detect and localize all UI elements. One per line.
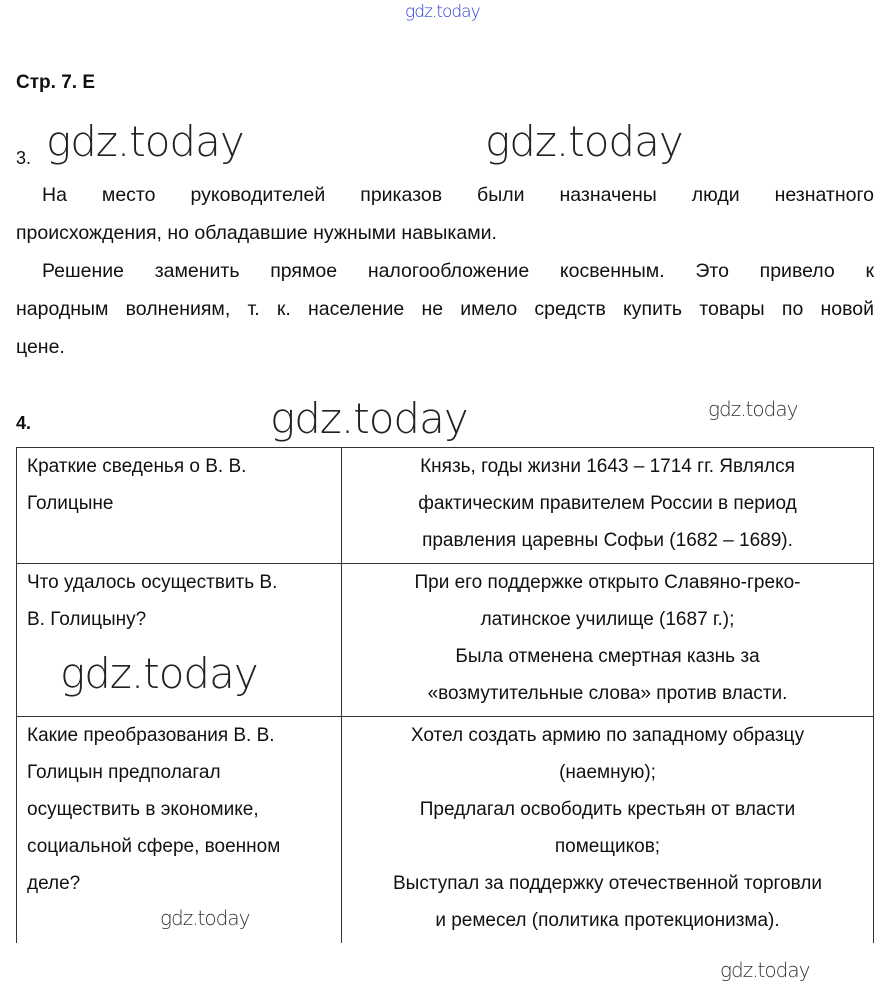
cell-line: Краткие сведенья о В. В. bbox=[27, 456, 247, 477]
answer-cell bbox=[342, 717, 874, 944]
watermark: gdz.today bbox=[160, 906, 250, 930]
text-line: народным волнениям, т. к. население не имело средств купить товары по новой bbox=[16, 298, 874, 320]
watermark: gdz.today bbox=[46, 117, 244, 166]
text-line: цене. bbox=[16, 336, 65, 358]
cell-line: осуществить в экономике, bbox=[27, 799, 259, 820]
cell-line: Выступал за поддержку отечественной торговли bbox=[393, 873, 822, 894]
cell-line: Была отменена смертная казнь за bbox=[455, 646, 760, 667]
cell-line: фактическим правителем России в период bbox=[418, 493, 797, 514]
task4-number: 4. bbox=[16, 413, 32, 433]
task3-paragraph-1 bbox=[16, 176, 874, 252]
cell-line: Голицыне bbox=[27, 493, 114, 514]
cell-line: Предлагал освободить крестьян от власти bbox=[419, 799, 796, 820]
table-row bbox=[17, 448, 874, 564]
cell-line: правления царевны Софьи (1682 – 1689). bbox=[422, 530, 793, 551]
cell-line: Голицын предполагал bbox=[27, 762, 221, 783]
cell-line: Хотел создать армию по западному образцу bbox=[410, 725, 805, 746]
cell-line: (наемную); bbox=[559, 762, 656, 783]
cell-line: деле? bbox=[27, 873, 81, 894]
watermark: gdz.today bbox=[708, 397, 798, 421]
cell-line: латинское училище (1687 г.); bbox=[480, 609, 735, 630]
cell-line: социальной сфере, военном bbox=[27, 836, 281, 857]
text-line: происхождения, но обладавшие нужными навыками. bbox=[16, 222, 497, 244]
page-heading: Стр. 7. Е bbox=[16, 72, 95, 93]
cell-line: Что удалось осуществить В. bbox=[27, 572, 278, 593]
cell-line: «возмутительные слова» против власти. bbox=[427, 683, 788, 704]
cell-line: помещиков; bbox=[554, 836, 661, 857]
table-row bbox=[17, 717, 874, 944]
cell-line: и ремесел (политика протекционизма). bbox=[435, 910, 780, 931]
cell-line: При его поддержке открыто Славяно-греко- bbox=[414, 572, 801, 593]
task3-paragraph-2 bbox=[16, 252, 874, 366]
cell-line: Князь, годы жизни 1643 – 1714 гг. Являлся bbox=[420, 456, 795, 477]
text-line: Решение заменить прямое налогообложение косвенным. Это привело к bbox=[42, 260, 874, 282]
cell-line: В. Голицыну? bbox=[27, 609, 147, 630]
watermark: gdz.today bbox=[720, 958, 810, 982]
watermark: gdz.today bbox=[60, 649, 258, 698]
answer-cell bbox=[342, 564, 874, 717]
cell-line: Какие преобразования В. В. bbox=[27, 725, 275, 746]
watermark-top: gdz.today bbox=[405, 2, 480, 22]
watermark: gdz.today bbox=[485, 117, 683, 166]
answer-cell bbox=[342, 448, 874, 564]
question-cell bbox=[17, 448, 342, 564]
text-line: На место руководителей приказов были назначены люди незнатного bbox=[42, 184, 874, 206]
watermark: gdz.today bbox=[270, 394, 468, 443]
task3-number: 3. bbox=[16, 148, 32, 168]
